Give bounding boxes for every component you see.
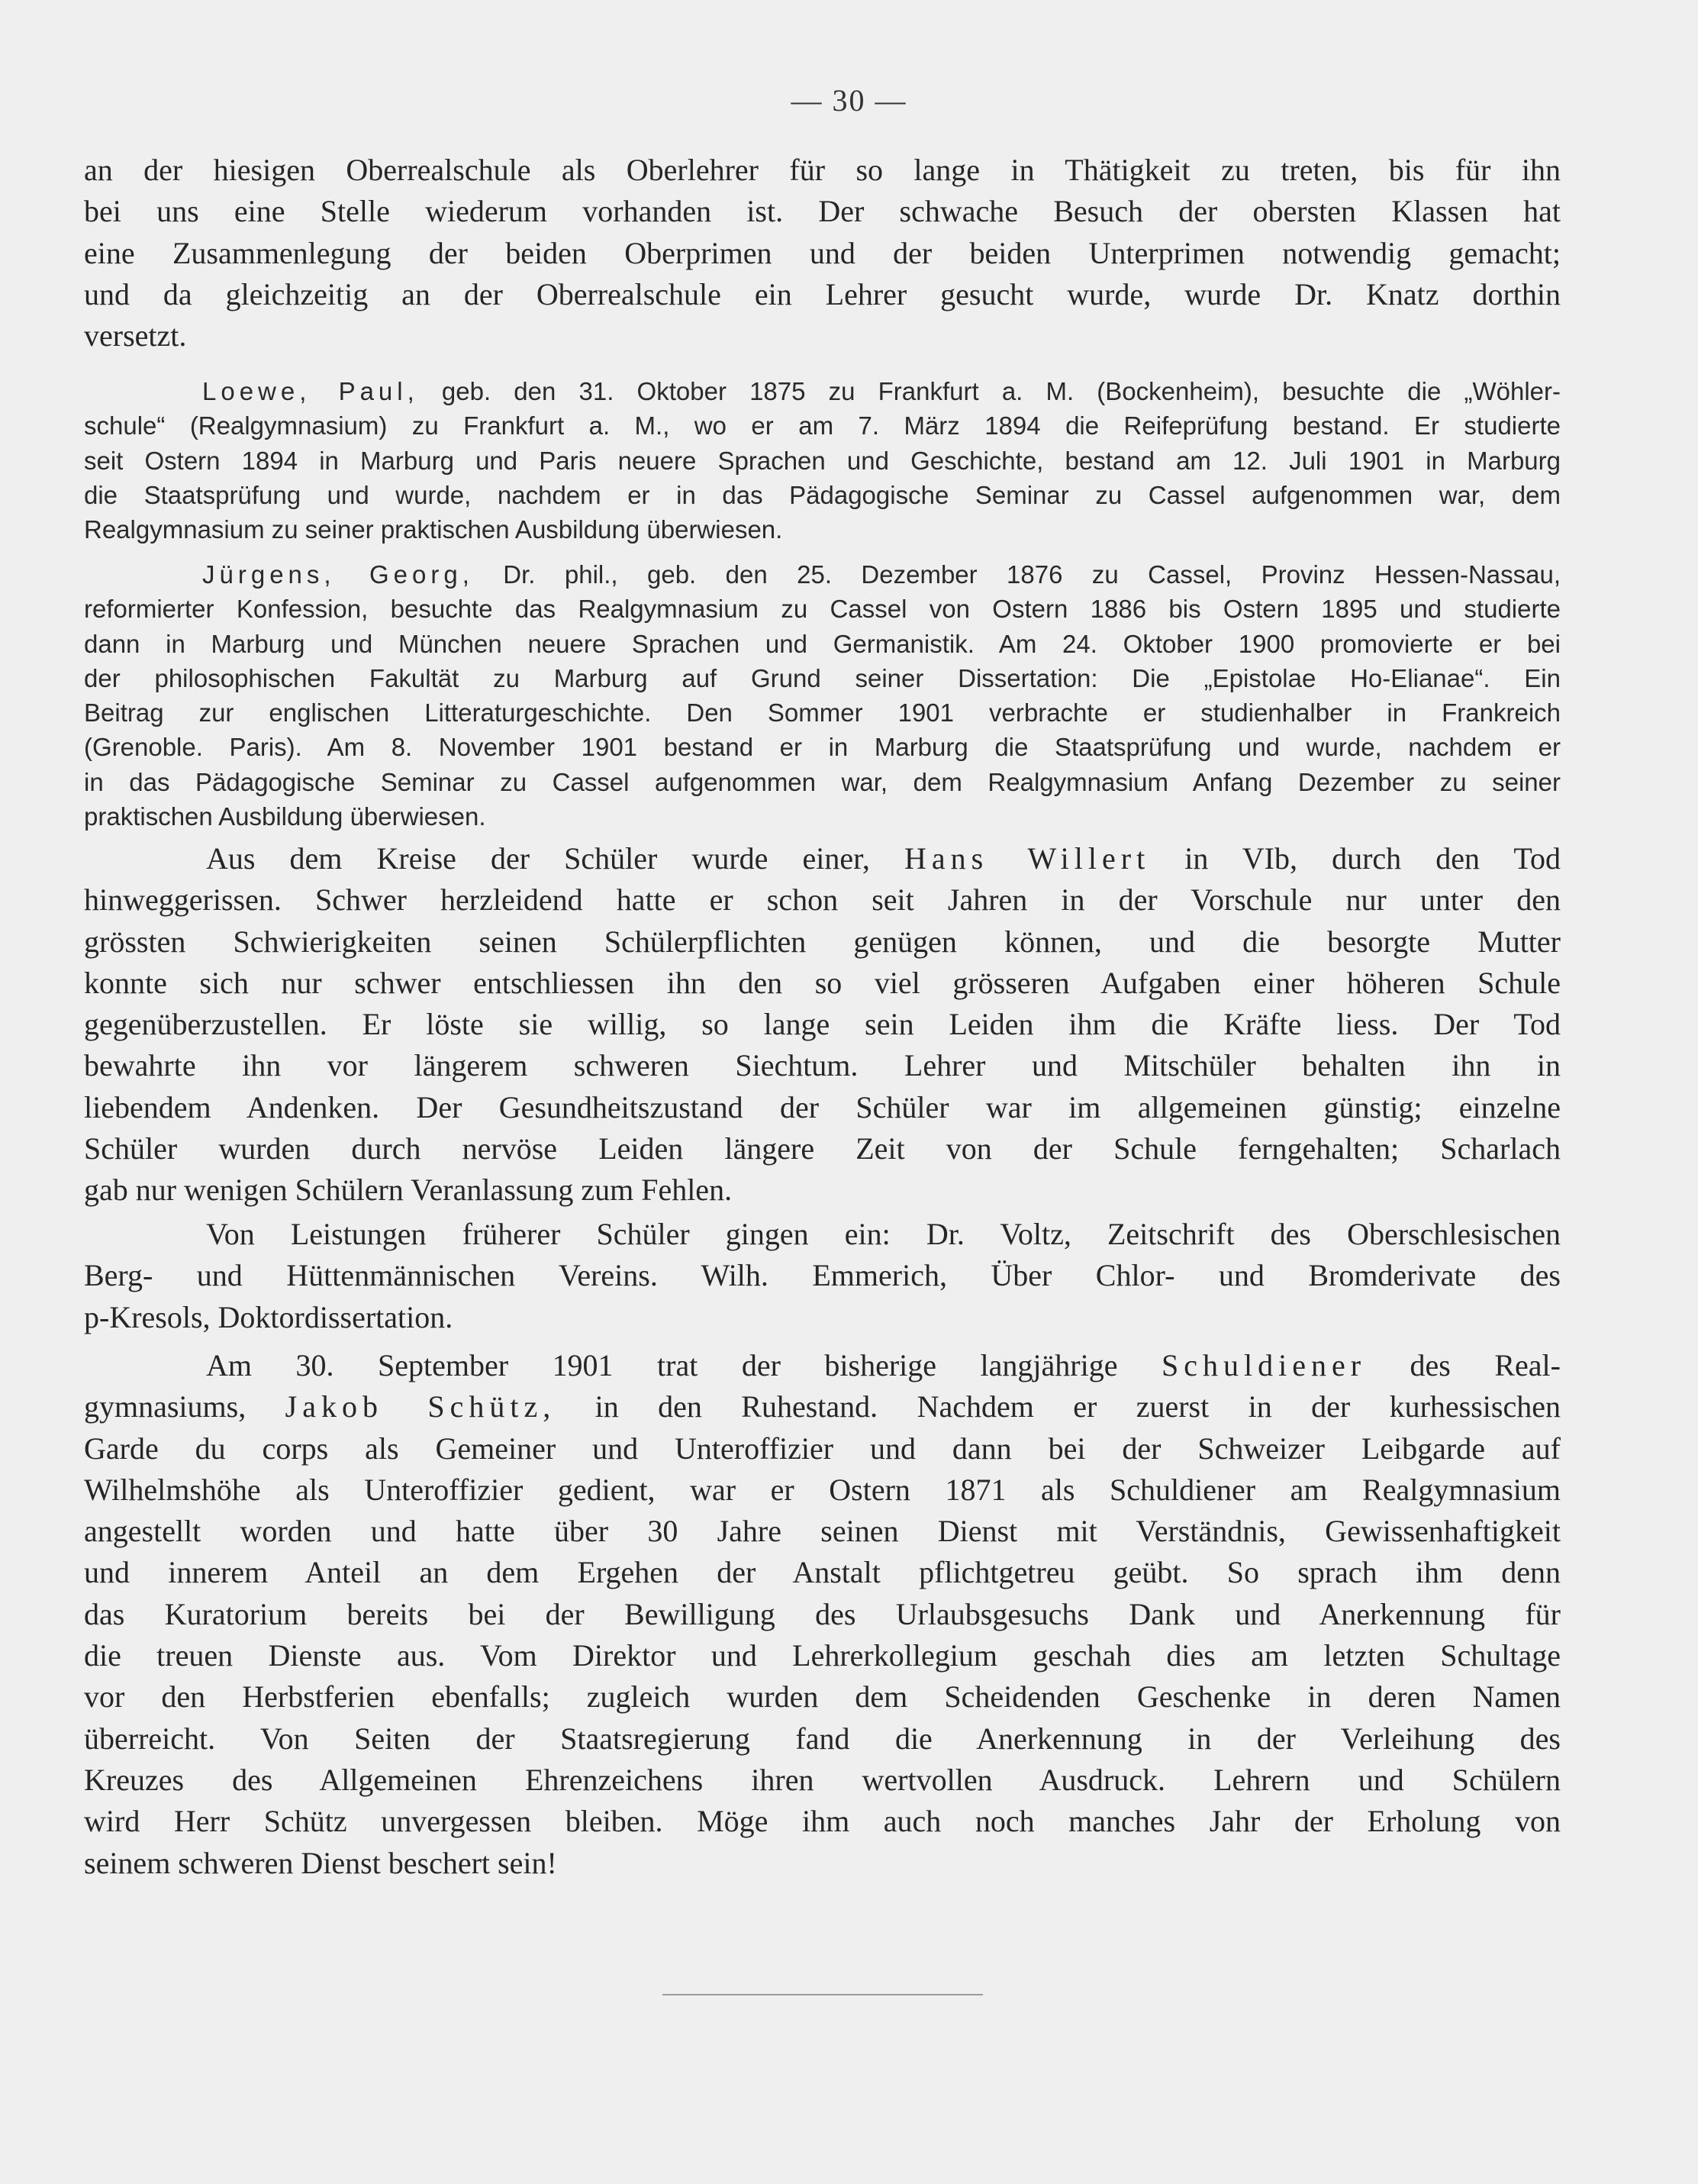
text-line: Am 30. September 1901 trat der bisherige langjährige Schuldiener des Real- [206, 1348, 1561, 1382]
text-line: und da gleichzeitig an der Oberrealschule ein Lehrer gesucht wurde, wurde Dr. Knatz dorthin [84, 276, 1561, 311]
text-line: seit Ostern 1894 in Marburg und Paris neuere Sprachen und Geschichte, bestand am 12. Juli 1901 in Marburg [84, 446, 1561, 475]
text-line: gegenüberzustellen. Er löste sie willig, so lange sein Leiden ihm die Kräfte liess. Der Tod [84, 1007, 1561, 1042]
text-line: gab nur wenigen Schülern Veranlassung zum Fehlen. [84, 1173, 733, 1208]
text-line: Aus dem Kreise der Schüler wurde einer, Hans Willert in VIb, durch den Tod [206, 841, 1561, 876]
text-line: der philosophischen Fakultät zu Marburg auf Grund seiner Dissertation: Die „Epistolae Ho-Elianae“. Ein [84, 663, 1561, 692]
text-line: hinweggerissen. Schwer herzleidend hatte er schon seit Jahren in der Vorschule nur unter den [84, 882, 1561, 918]
loewe-biography [84, 374, 1561, 547]
text-line: Wilhelmshöhe als Unteroffizier gedient, war er Ostern 1871 als Schuldiener am Realgymnasium [84, 1472, 1561, 1507]
text-line: an der hiesigen Oberrealschule als Oberlehrer für so lange in Thätigkeit zu treten, bis für ihn [84, 153, 1561, 187]
text-line: Schüler wurden durch nervöse Leiden längere Zeit von der Schule ferngehalten; Scharlach [84, 1131, 1561, 1166]
text-line: Garde du corps als Gemeiner und Unteroffizier und dann bei der Schweizer Leibgarde auf [84, 1431, 1561, 1466]
text-line: dann in Marburg und München neuere Sprachen und Germanistik. Am 24. Oktober 1900 promovierte er bei [84, 629, 1561, 658]
text-line: vor den Herbstferien ebenfalls; zugleich wurden dem Scheidenden Geschenke in deren Namen [84, 1679, 1561, 1715]
page-number: — 30 — [791, 83, 907, 118]
person-name: Hans Willert [904, 841, 1151, 876]
text-line: eine Zusammenlegung der beiden Oberprimen und der beiden Unterprimen notwendig gemacht; [84, 235, 1561, 270]
text-line: Loewe, Paul, geb. den 31. Oktober 1875 zu Frankfurt a. M. (Bockenheim), besuchte die „Wöhler- [202, 377, 1561, 405]
text-line: die Staatsprüfung und wurde, nachdem er in das Pädagogische Seminar zu Cassel aufgenommen war, dem [84, 480, 1561, 509]
text-line: praktischen Ausbildung überwiesen. [84, 802, 486, 831]
text-line: Realgymnasium zu seiner praktischen Ausbildung überwiesen. [84, 515, 783, 544]
willert-paragraph [84, 838, 1561, 1211]
person-name: Jürgens, Georg, [202, 560, 474, 589]
text-line: p-Kresols, Doktordissertation. [84, 1299, 453, 1334]
text-line: wird Herr Schütz unvergessen bleiben. Möge ihm auch noch manches Jahr der Erholung von [84, 1804, 1561, 1839]
text-line: Kreuzes des Allgemeinen Ehrenzeichens ihren wertvollen Ausdruck. Lehrern und Schülern [84, 1762, 1561, 1797]
person-name: Jakob Schütz, [285, 1389, 556, 1424]
text-line: in das Pädagogische Seminar zu Cassel aufgenommen war, dem Realgymnasium Anfang Dezember zu seiner [84, 767, 1561, 796]
text-line: das Kuratorium bereits bei der Bewilligung des Urlaubsgesuchs Dank und Anerkennung für [84, 1596, 1561, 1631]
title-word: Schuldiener [1161, 1348, 1367, 1382]
text-line: Beitrag zur englischen Litteraturgeschichte. Den Sommer 1901 verbrachte er studienhalber in Frankreich [84, 698, 1561, 727]
text-line: und innerem Anteil an dem Ergehen der Anstalt pflichtgetreu geübt. So sprach ihm denn [84, 1555, 1561, 1590]
text-line: Berg- und Hüttenmännischen Vereins. Wilh. Emmerich, Über Chlor- und Bromderivate des [84, 1258, 1561, 1293]
text-line: die treuen Dienste aus. Vom Direktor und Lehrerkollegium geschah dies am letzten Schultage [84, 1638, 1561, 1673]
section-divider [662, 1994, 983, 1995]
text-line: reformierter Konfession, besuchte das Realgymnasium zu Cassel von Ostern 1886 bis Ostern 1895 und studierte [84, 595, 1561, 624]
text-line: bewahrte ihn vor längerem schweren Siechtum. Lehrer und Mitschüler behalten ihn in [84, 1048, 1561, 1083]
text-line: konnte sich nur schwer entschliessen ihn den so viel grösseren Aufgaben einer höheren Schule [84, 965, 1561, 1000]
juergens-biography [84, 557, 1561, 834]
intro-paragraph [84, 150, 1561, 356]
text-line: angestellt worden und hatte über 30 Jahre seinen Dienst mit Verständnis, Gewissenhaftigkeit [84, 1514, 1561, 1549]
person-name: Loewe, Paul, [202, 377, 419, 405]
text-line: seinem schweren Dienst beschert sein! [84, 1845, 557, 1880]
text-line: versetzt. [84, 318, 187, 353]
text-line: gymnasiums, Jakob Schütz, in den Ruhestand. Nachdem er zuerst in der kurhessischen [84, 1389, 1561, 1424]
text-line: Jürgens, Georg, Dr. phil., geb. den 25. Dezember 1876 zu Cassel, Provinz Hessen-Nassau, [202, 560, 1561, 589]
text-line: liebendem Andenken. Der Gesundheitszustand der Schüler war im allgemeinen günstig; einzelne [84, 1089, 1561, 1124]
leistungen-paragraph [84, 1214, 1561, 1338]
text-line: schule“ (Realgymnasium) zu Frankfurt a. M., wo er am 7. März 1894 die Reifeprüfung bestand. Er studierte [84, 411, 1561, 440]
text-line: grössten Schwierigkeiten seinen Schülerpflichten genügen können, und die besorgte Mutter [84, 924, 1561, 959]
text-line: bei uns eine Stelle wiederum vorhanden ist. Der schwache Besuch der obersten Klassen hat [84, 194, 1561, 229]
text-line: Von Leistungen früherer Schüler gingen ein: Dr. Voltz, Zeitschrift des Oberschlesischen [206, 1217, 1561, 1251]
schuetz-paragraph [84, 1345, 1561, 1884]
text-line: (Grenoble. Paris). Am 8. November 1901 bestand er in Marburg die Staatsprüfung und wurde, nachdem er [84, 733, 1561, 762]
text-line: überreicht. Von Seiten der Staatsregierung fand die Anerkennung in der Verleihung des [84, 1721, 1561, 1756]
